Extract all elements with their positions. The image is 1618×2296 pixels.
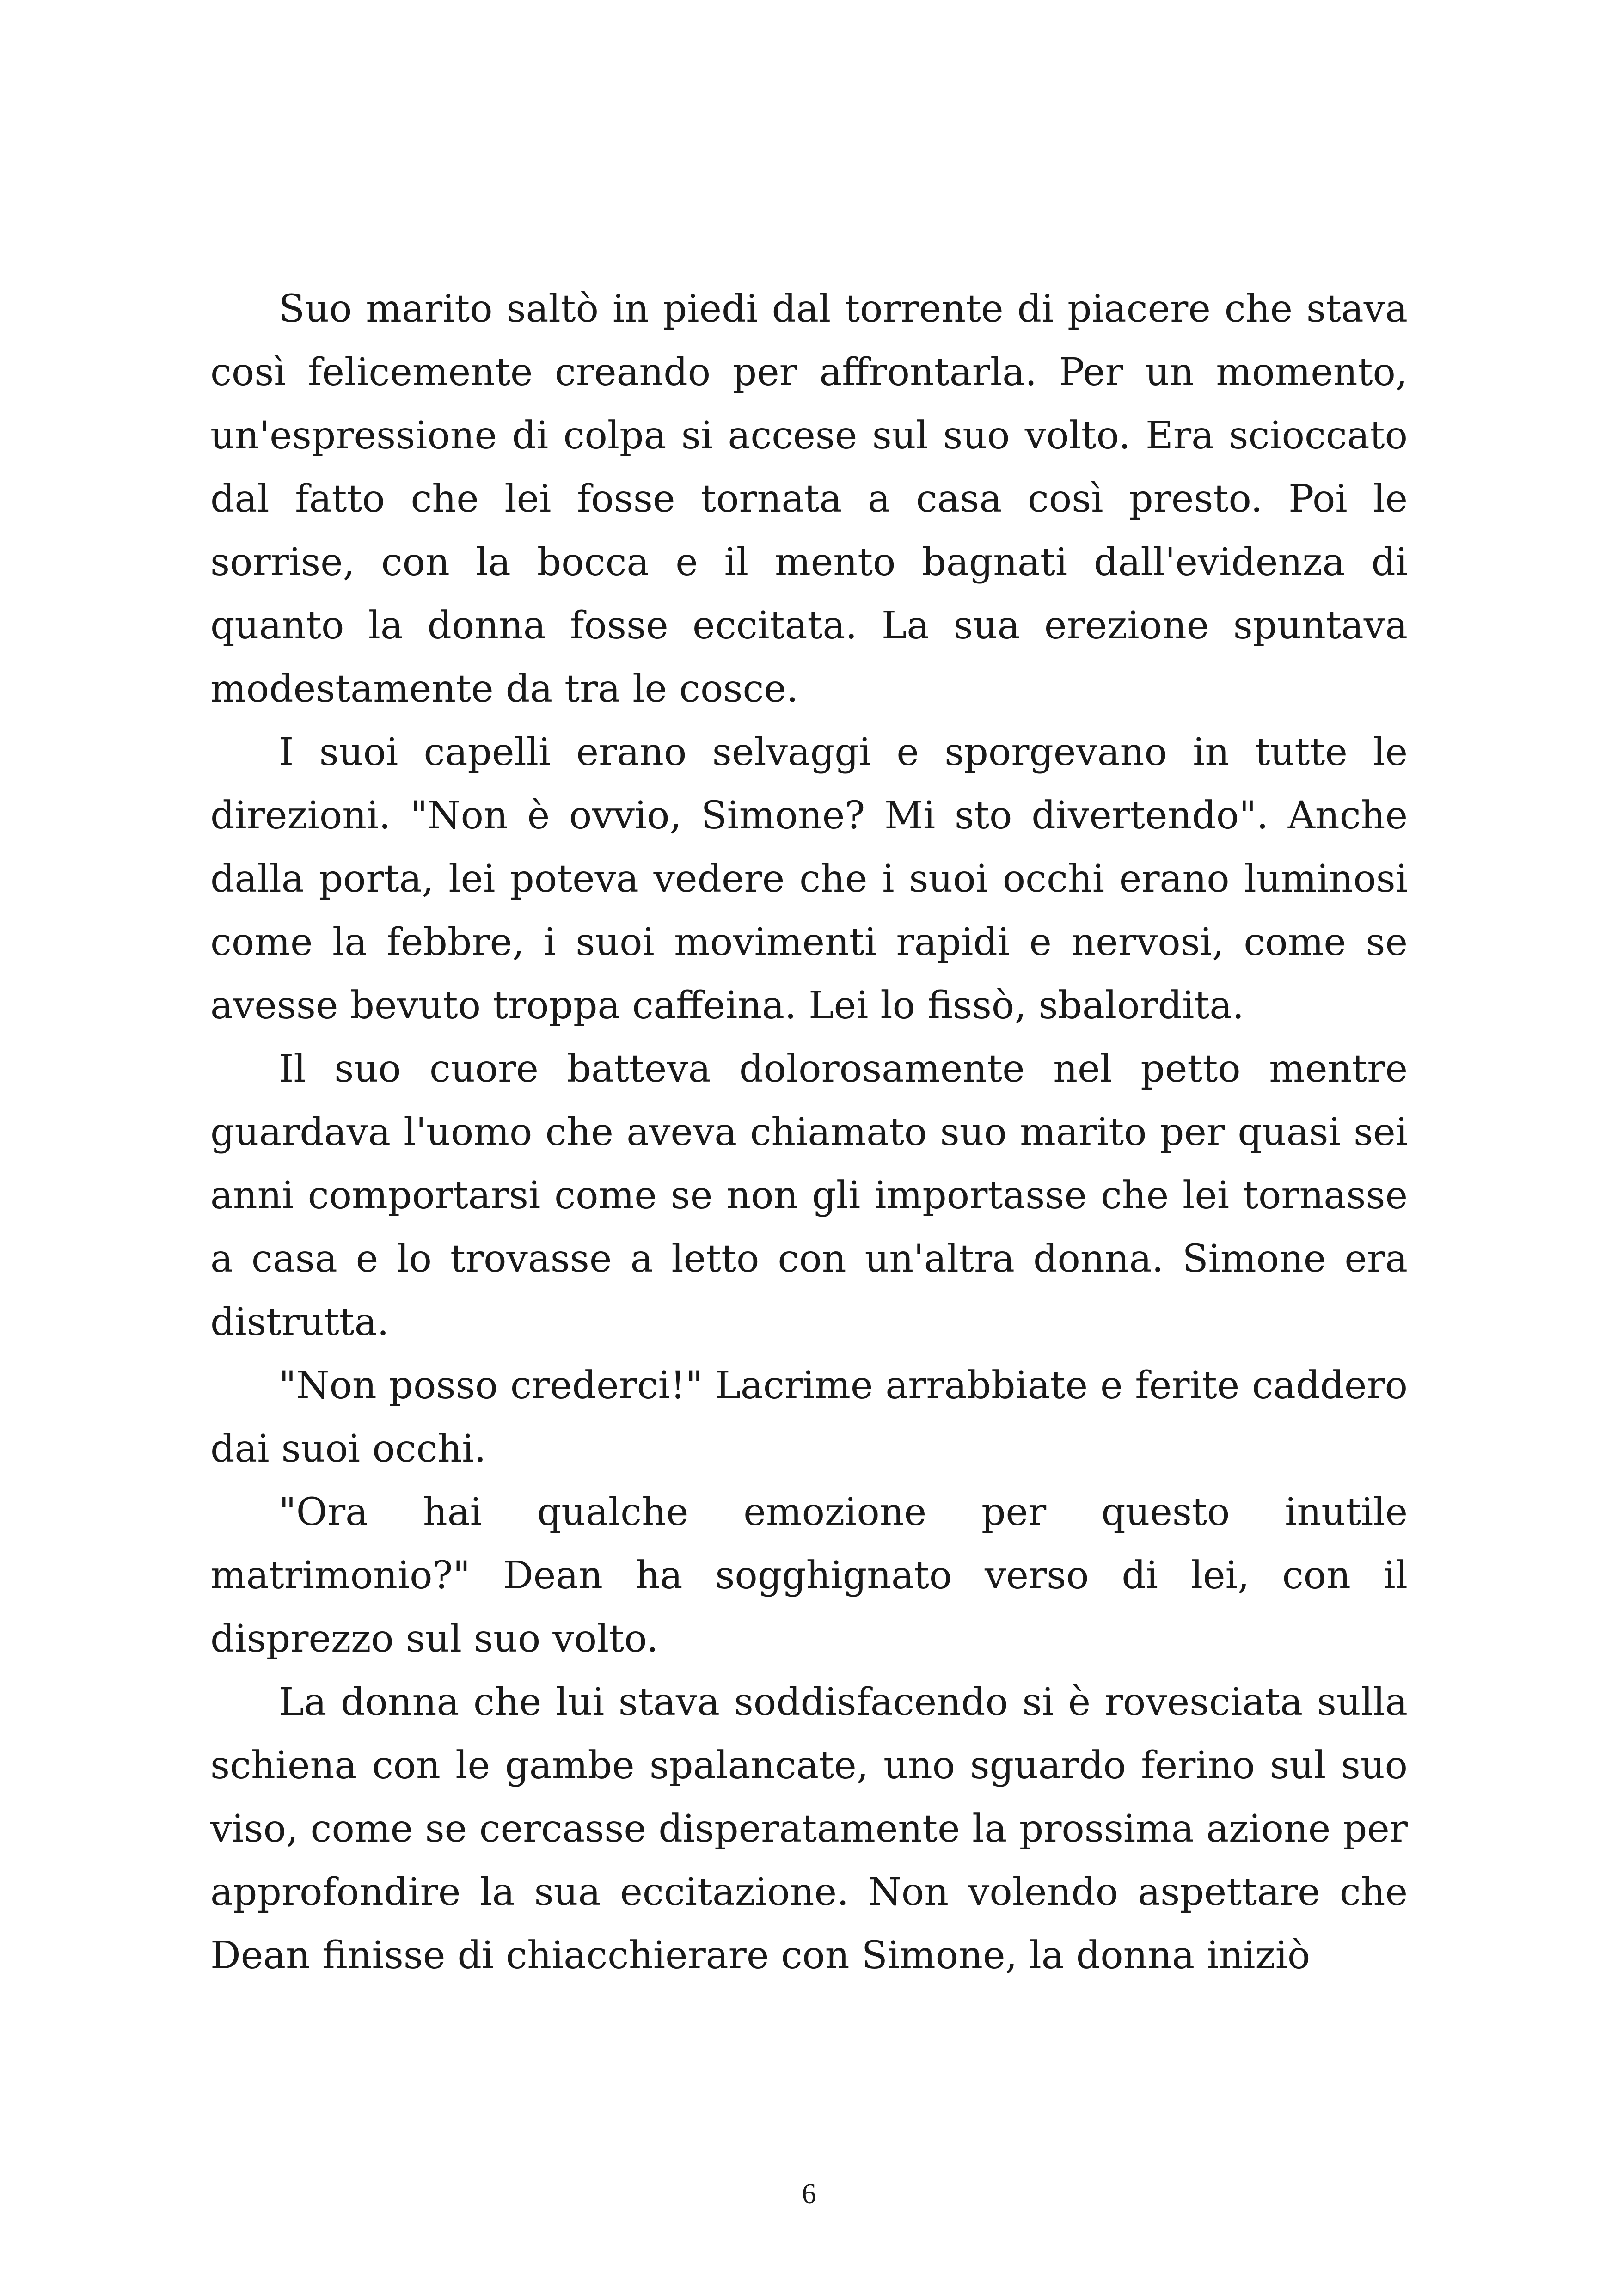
paragraph-1: Suo marito saltò in piedi dal torrente di piacere che stava così felicemente creando per affrontarla. Per un momento, un'espressione di colpa si accese sul suo volto. Era scioccato dal fatto che lei fosse tornata a casa così presto. Poi le sorrise, con la bocca e il mento bagnati dall'evidenza di quanto la donna fosse eccitata. La sua erezione spuntava modestamente da tra le cosce. <box>210 287 1408 711</box>
paragraph-4: "Non posso crederci!" Lacrime arrabbiate e ferite caddero dai suoi occhi. <box>210 1364 1408 1471</box>
paragraph-5: "Ora hai qualche emozione per questo inutile matrimonio?" Dean ha sogghignato verso di lei, con il disprezzo sul suo volto. <box>210 1490 1408 1661</box>
body-text <box>210 277 1408 1987</box>
paragraph-6: La donna che lui stava soddisfacendo si è rovesciata sulla schiena con le gambe spalancate, uno sguardo ferino sul suo viso, come se cercasse disperatamente la prossima azione per approfondire la sua eccitazione. Non volendo aspettare che Dean finisse di chiacchierare con Simone, la donna iniziò <box>210 1680 1408 1978</box>
paragraph-3: Il suo cuore batteva dolorosamente nel petto mentre guardava l'uomo che aveva chiamato suo marito per quasi sei anni comportarsi come se non gli importasse che lei tornasse a casa e lo trovasse a letto con un'altra donna. Simone era distrutta. <box>210 1047 1408 1344</box>
paragraph-2: I suoi capelli erano selvaggi e sporgevano in tutte le direzioni. "Non è ovvio, Simone? Mi sto divertendo". Anche dalla porta, lei poteva vedere che i suoi occhi erano luminosi come la febbre, i suoi movimenti rapidi e nervosi, come se avesse bevuto troppa caffeina. Lei lo fissò, sbalordita. <box>210 730 1408 1028</box>
page-number: 6 <box>802 2178 816 2210</box>
